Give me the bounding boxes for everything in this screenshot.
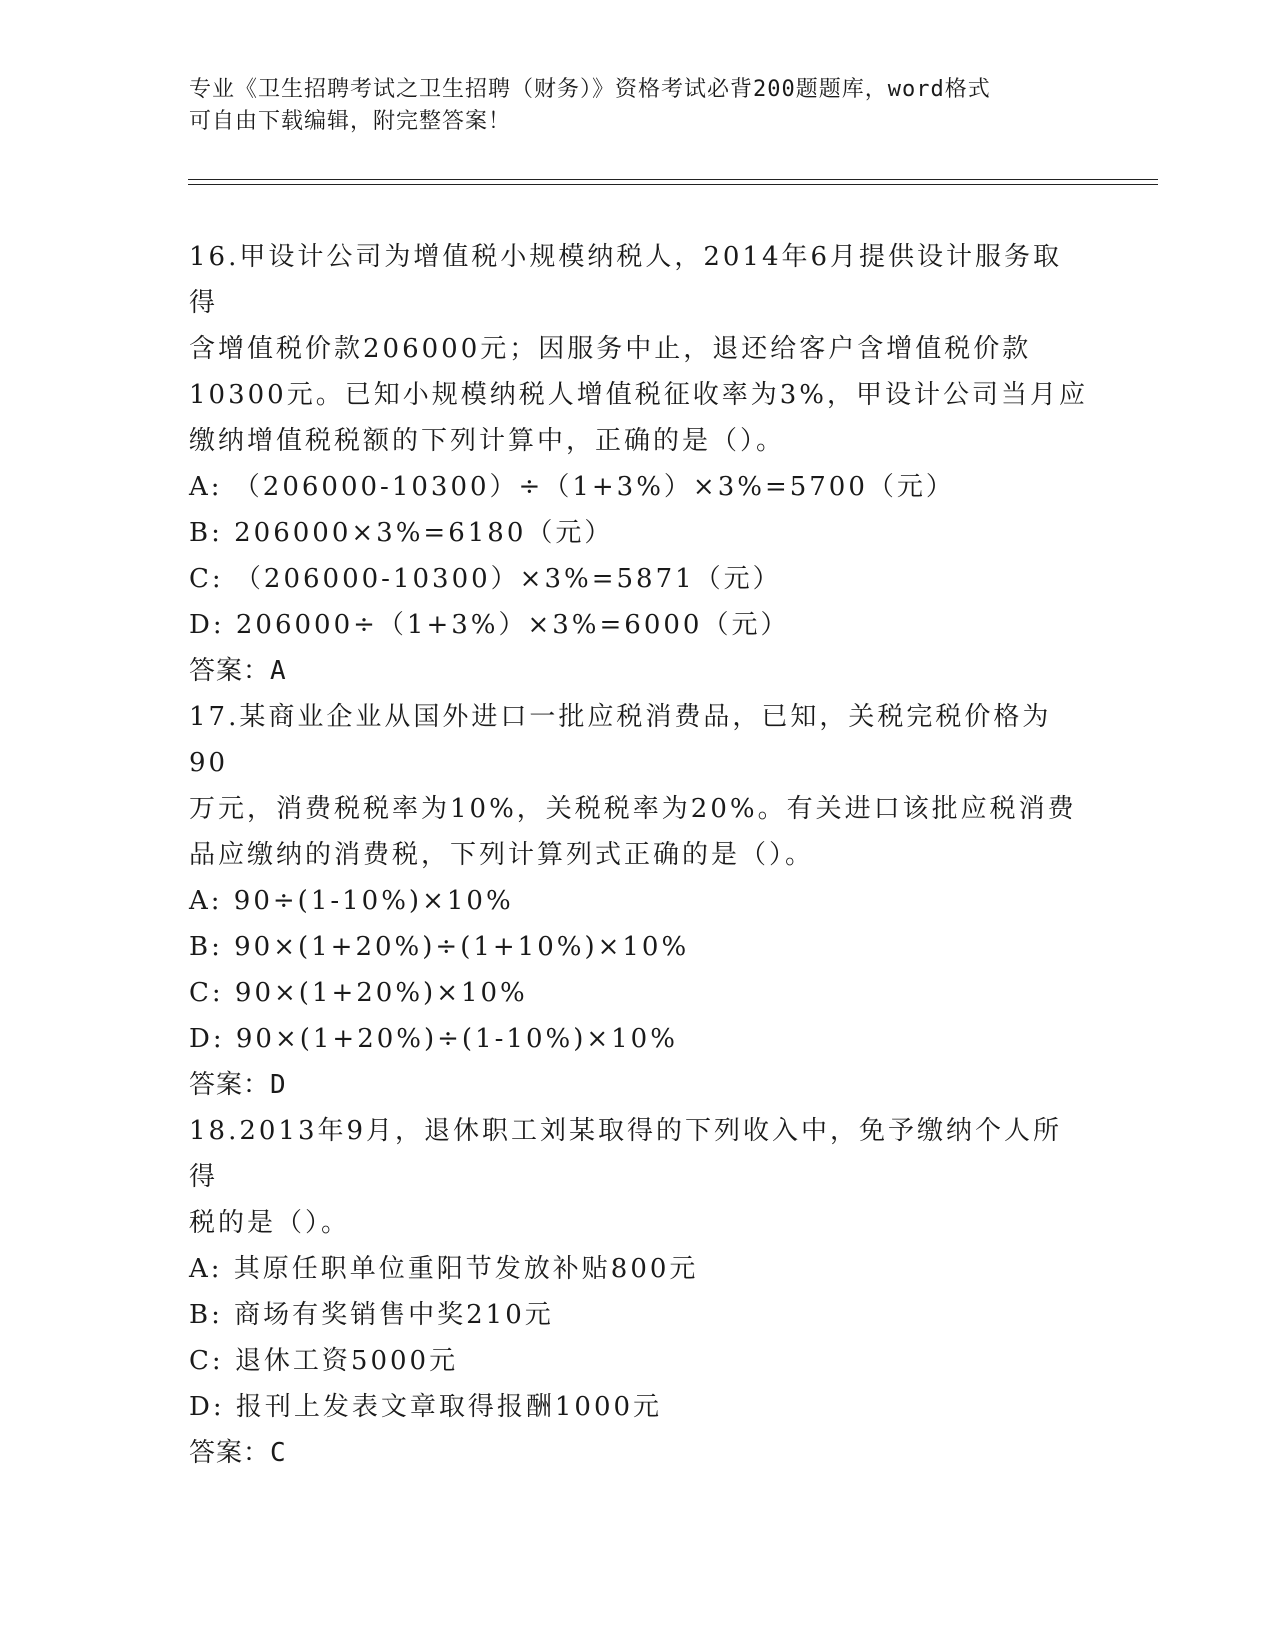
option-c: C: 退休工资5000元 <box>189 1346 459 1376</box>
question-18 <box>189 1108 1089 1476</box>
option-d: D: 206000÷（1+3%）×3%=6000（元） <box>189 610 790 640</box>
answer: 答案：D <box>189 1070 287 1100</box>
question-stem-line: 10300元。已知小规模纳税人增值税征收率为3%，甲设计公司当月应 <box>189 380 1088 410</box>
option-d: D: 90×(1+20%)÷(1-10%)×10% <box>189 1024 678 1054</box>
option-a: A: 其原任职单位重阳节发放补贴800元 <box>189 1254 699 1284</box>
option-d: D: 报刊上发表文章取得报酬1000元 <box>189 1392 663 1422</box>
answer: 答案：A <box>189 656 287 686</box>
question-stem-line: 品应缴纳的消费税，下列计算列式正确的是（）。 <box>189 840 815 870</box>
document-header <box>189 74 1089 138</box>
option-c: C: 90×(1+20%)×10% <box>189 978 528 1008</box>
option-b: B: 206000×3%=6180（元） <box>189 518 614 548</box>
option-a: A: （206000-10300）÷（1+3%）×3%=5700（元） <box>189 472 955 502</box>
question-stem-line: 含增值税价款206000元；因服务中止，退还给客户含增值税价款 <box>189 334 1032 364</box>
header-line-2: 可自由下载编辑，附完整答案！ <box>189 109 512 134</box>
question-stem-line: 17.某商业企业从国外进口一批应税消费品，已知，关税完税价格为90 <box>189 702 1052 778</box>
answer: 答案：C <box>189 1438 287 1468</box>
question-stem-line: 18.2013年9月，退休职工刘某取得的下列收入中，免予缴纳个人所得 <box>189 1116 1063 1192</box>
question-stem-line: 缴纳增值税税额的下列计算中，正确的是（）。 <box>189 426 786 456</box>
question-16 <box>189 234 1089 694</box>
question-stem-line: 税的是（）。 <box>189 1208 351 1238</box>
question-stem-line: 万元，消费税税率为10%，关税税率为20%。有关进口该批应税消费 <box>189 794 1077 824</box>
option-b: B: 90×(1+20%)÷(1+10%)×10% <box>189 932 690 962</box>
header-divider-bottom <box>188 184 1158 185</box>
option-c: C: （206000-10300）×3%=5871（元） <box>189 564 782 594</box>
header-divider-top <box>188 179 1158 180</box>
question-17 <box>189 694 1089 1108</box>
option-b: B: 商场有奖销售中奖210元 <box>189 1300 554 1330</box>
question-stem-line: 16.甲设计公司为增值税小规模纳税人，2014年6月提供设计服务取得 <box>189 242 1063 318</box>
option-a: A: 90÷(1-10%)×10% <box>189 886 514 916</box>
header-line-1: 专业《卫生招聘考试之卫生招聘（财务）》资格考试必背200题题库，word格式 <box>189 77 991 102</box>
